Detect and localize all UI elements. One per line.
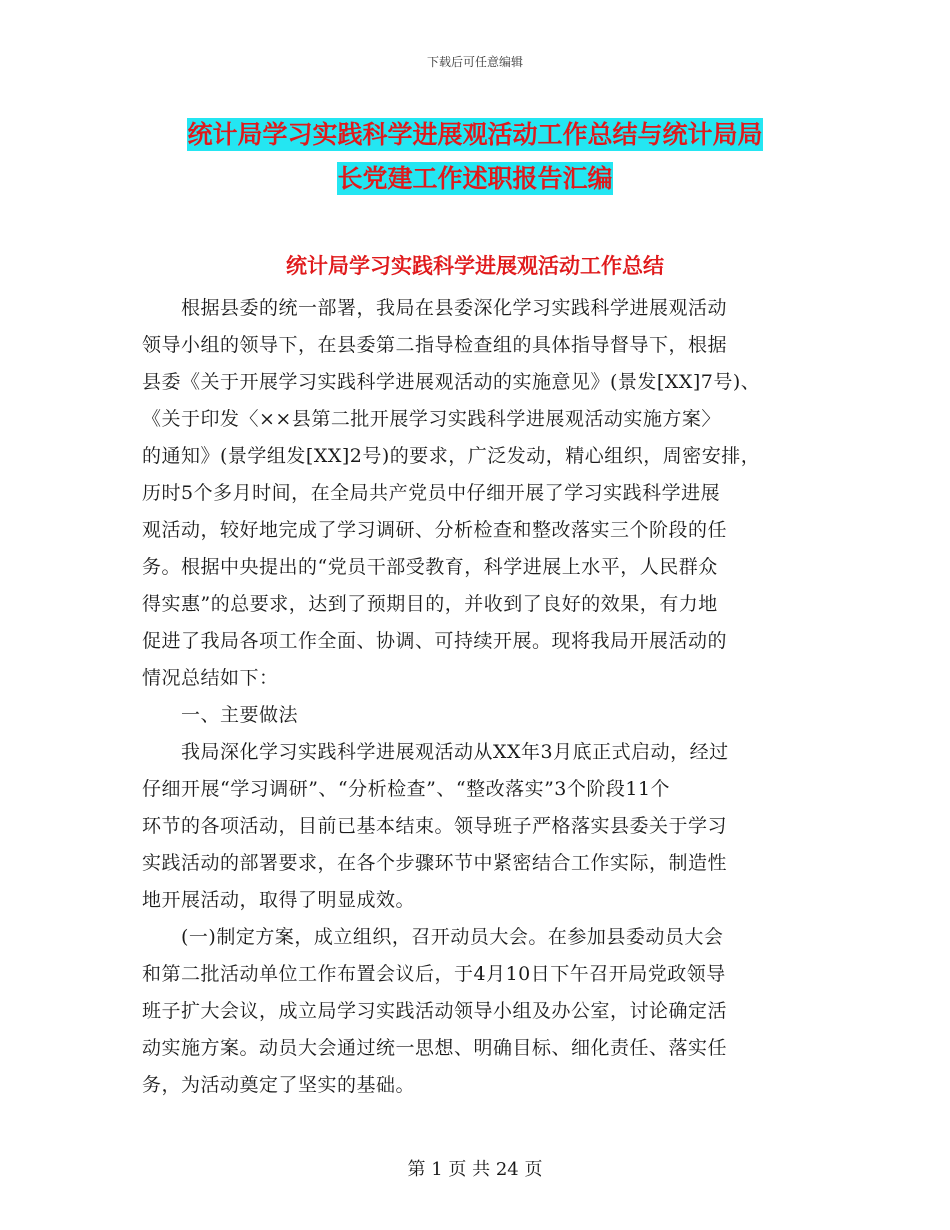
body-line: 历时5个多月时间，在全局共产党员中仔细开展了学习实践科学进展 xyxy=(142,482,721,504)
document-title-line-2 xyxy=(0,159,950,195)
document-title-text-1: 统计局学习实践科学进展观活动工作总结与统计局局 xyxy=(187,120,763,149)
page-footer: 第 1 页 共 24 页 xyxy=(407,1159,543,1180)
body-line: 《关于印发〈××县第二批开展学习实践科学进展观活动实施方案〉 xyxy=(142,408,721,430)
body-text xyxy=(142,290,822,1104)
body-line: 务，为活动奠定了坚实的基础。 xyxy=(142,1074,416,1096)
header-note: 下载后可任意编辑 xyxy=(426,55,523,69)
body-line: 情况总结如下： xyxy=(142,667,279,689)
body-line: 务。根据中央提出的“党员干部受教育，科学进展上水平，人民群众 xyxy=(142,556,718,578)
document-title-line-1 xyxy=(0,115,950,151)
body-line: 和第二批活动单位工作布置会议后，于4月10日下午召开局党政领导 xyxy=(142,963,726,985)
body-line: 动实施方案。动员大会通过统一思想、明确目标、细化责任、落实任 xyxy=(142,1037,728,1059)
document-title-text-2: 长党建工作述职报告汇编 xyxy=(337,164,613,193)
body-line: 领导小组的领导下，在县委第二指导检查组的具体指导督导下，根据 xyxy=(142,334,728,356)
body-line: 实践活动的部署要求，在各个步骤环节中紧密结合工作实际，制造性 xyxy=(142,852,728,874)
body-line: 根据县委的统一部署，我局在县委深化学习实践科学进展观活动 xyxy=(142,297,728,319)
body-line: 的通知》(景学组发[XX]2号)的要求，广泛发动，精心组织，周密安排， xyxy=(142,445,761,467)
body-line: 环节的各项活动，目前已基本结束。领导班子严格落实县委关于学习 xyxy=(142,815,728,837)
body-line: 我局深化学习实践科学进展观活动从XX年3月底正式启动，经过 xyxy=(142,741,729,763)
body-line: (一)制定方案，成立组织，召开动员大会。在参加县委动员大会 xyxy=(142,926,724,948)
section-title: 统计局学习实践科学进展观活动工作总结 xyxy=(286,254,664,278)
body-line: 班子扩大会议，成立局学习实践活动领导小组及办公室，讨论确定活 xyxy=(142,1000,728,1022)
body-line: 促进了我局各项工作全面、协调、可持续开展。现将我局开展活动的 xyxy=(142,630,728,652)
body-line: 地开展活动，取得了明显成效。 xyxy=(142,889,416,911)
body-line: 仔细开展“学习调研”、“分析检查”、“整改落实”3个阶段11个 xyxy=(142,778,671,800)
body-line: 得实惠”的总要求，达到了预期目的，并收到了良好的效果，有力地 xyxy=(142,593,718,615)
body-line: 一、主要做法 xyxy=(142,704,299,726)
body-line: 县委《关于开展学习实践科学进展观活动的实施意见》(景发[XX]7号)、 xyxy=(142,371,761,393)
body-line: 观活动，较好地完成了学习调研、分析检查和整改落实三个阶段的任 xyxy=(142,519,728,541)
